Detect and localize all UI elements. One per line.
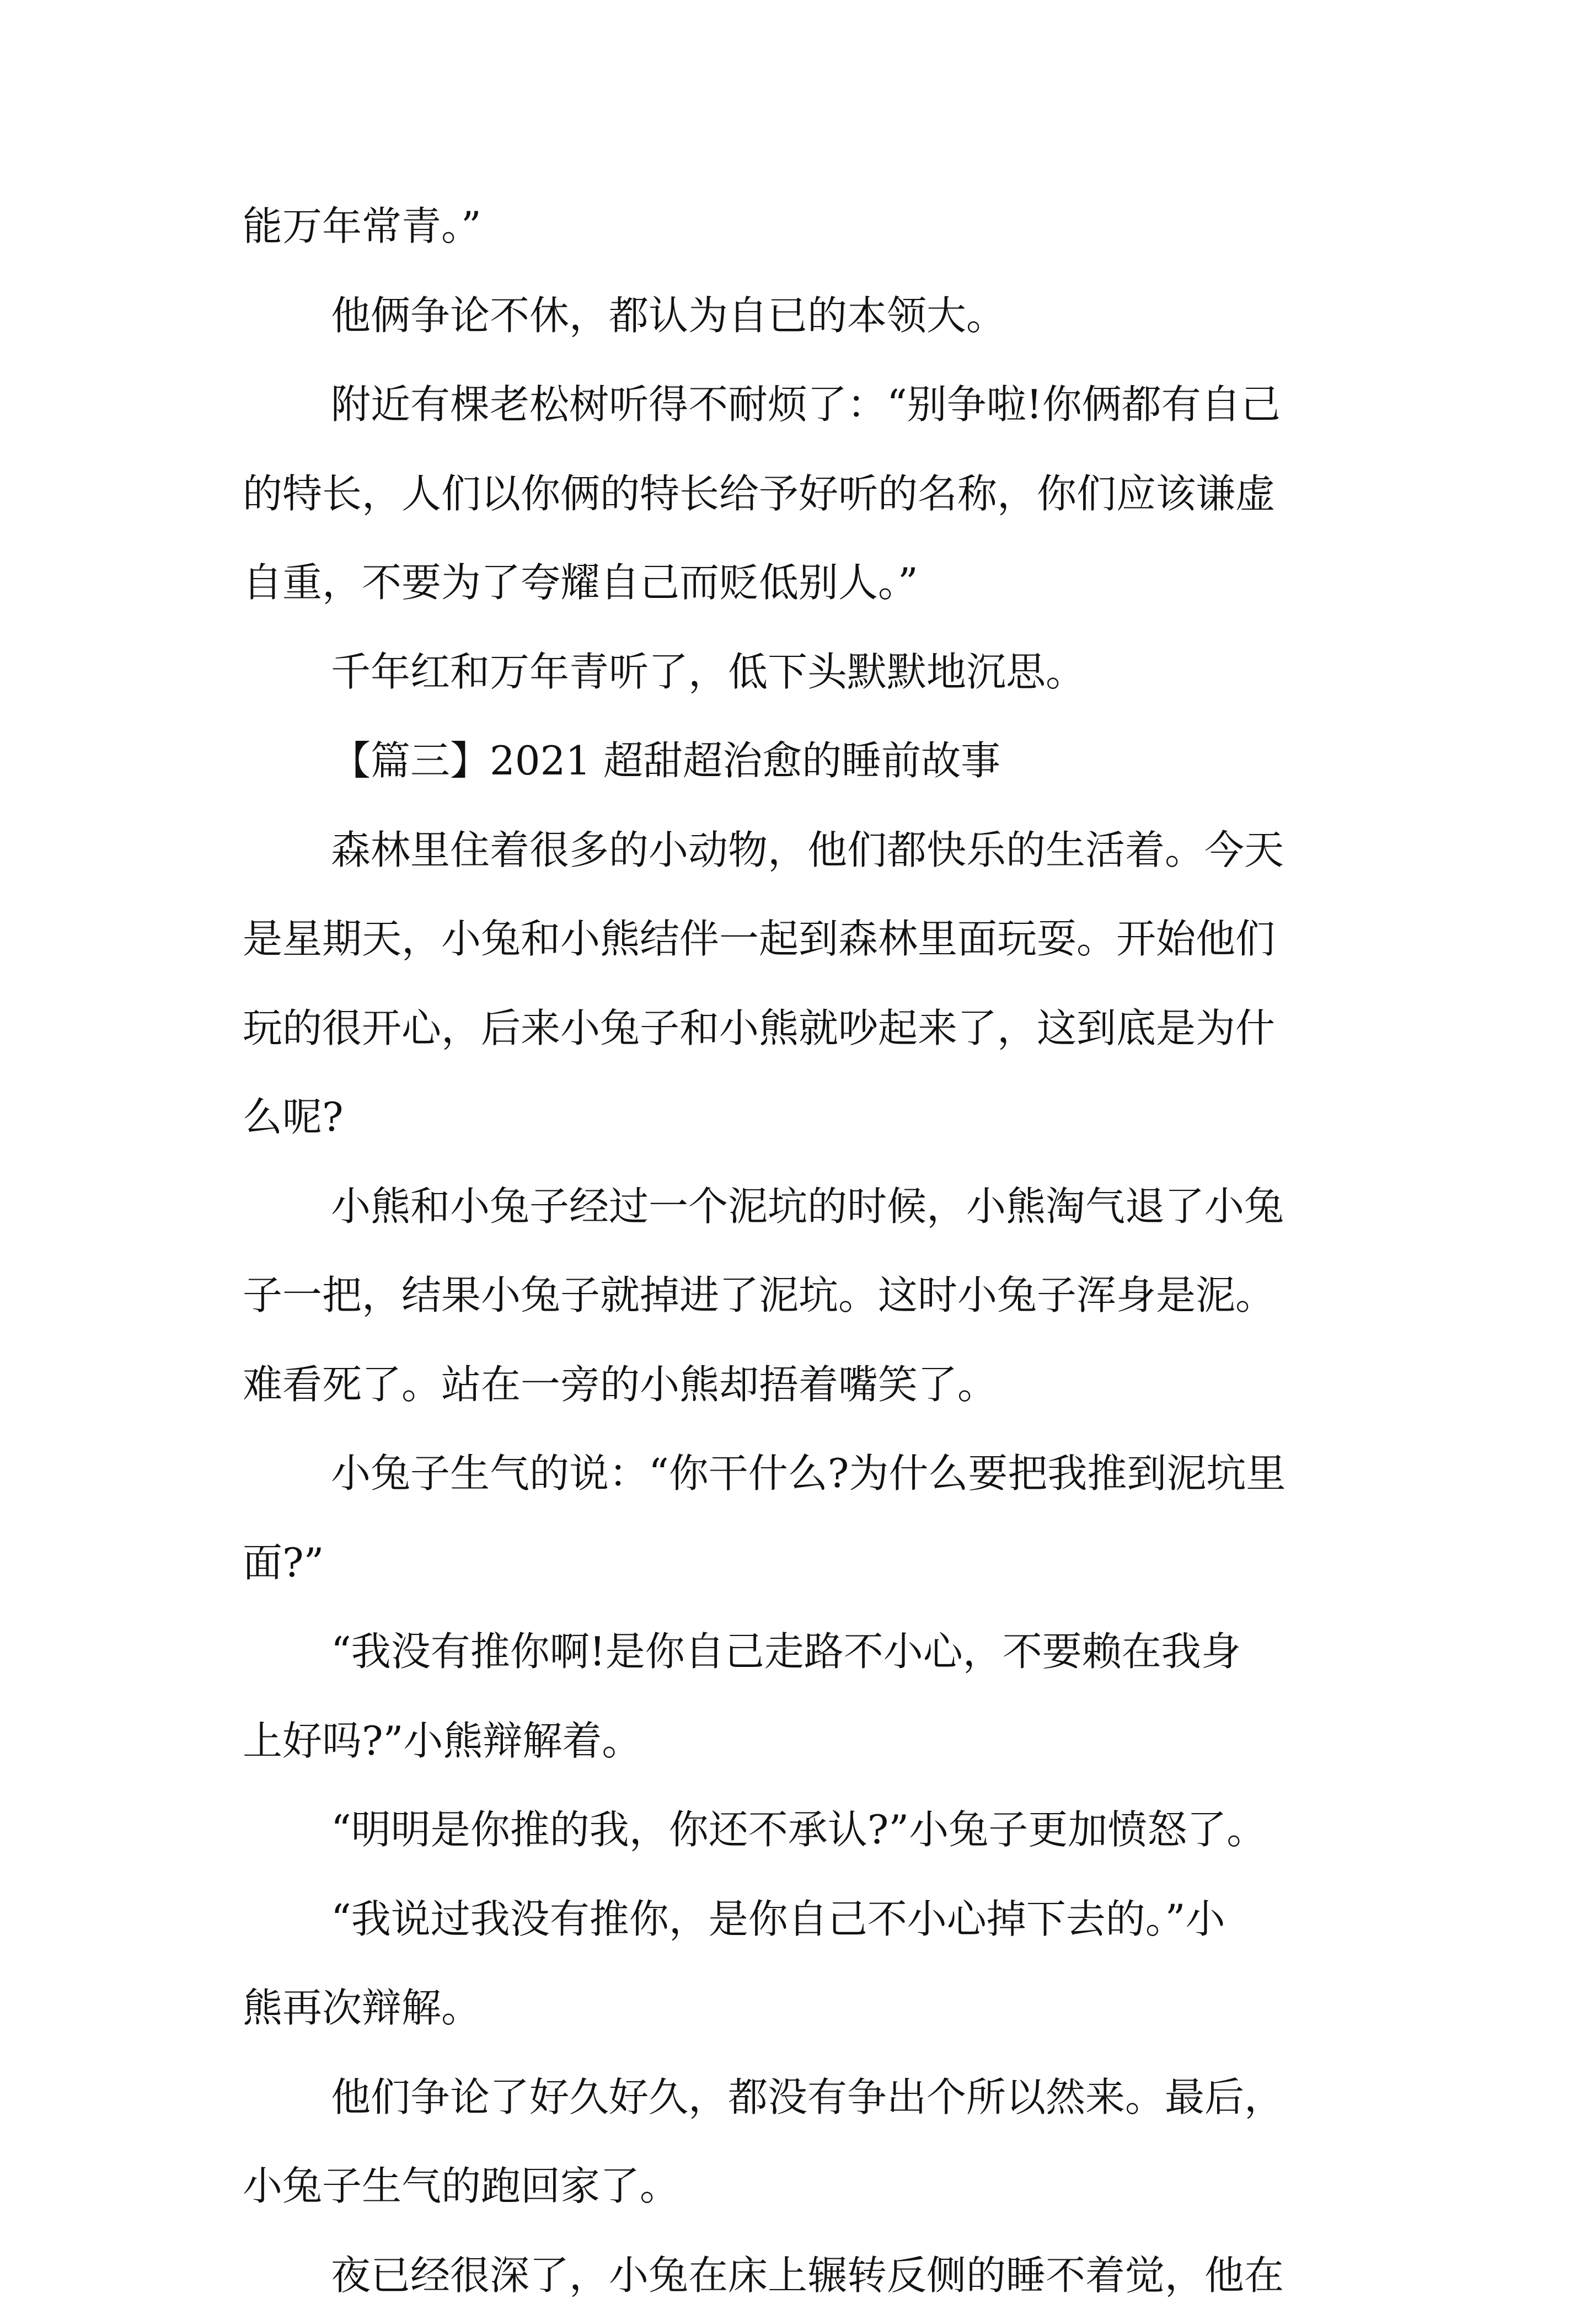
text-line: 森林里住着很多的小动物，他们都快乐的生活着。今天	[243, 806, 1351, 895]
text-line: 自重，不要为了夸耀自己而贬低别人。”	[243, 538, 1351, 628]
text-line: 上好吗?”小熊辩解着。	[243, 1697, 1351, 1786]
text-line: 熊再次辩解。	[243, 1964, 1351, 2053]
text-line: “明明是你推的我，你还不承认?”小兔子更加愤怒了。	[243, 1786, 1351, 1875]
text-line: 小熊和小兔子经过一个泥坑的时候，小熊淘气退了小兔	[243, 1162, 1351, 1252]
text-line: 是星期天，小兔和小熊结伴一起到森林里面玩耍。开始他们	[243, 895, 1351, 984]
text-line: 难看死了。站在一旁的小熊却捂着嘴笑了。	[243, 1340, 1351, 1430]
text-line: 的特长，人们以你俩的特长给予好听的名称，你们应该谦虚	[243, 450, 1351, 539]
text-line: 千年红和万年青听了，低下头默默地沉思。	[243, 628, 1351, 717]
text-line: 么呢?	[243, 1073, 1351, 1162]
document-body	[243, 182, 1351, 2320]
text-line: 小兔子生气的跑回家了。	[243, 2142, 1351, 2231]
text-line: “我说过我没有推你，是你自己不小心掉下去的。”小	[243, 1875, 1351, 1964]
text-line: “我没有推你啊!是你自己走路不小心，不要赖在我身	[243, 1607, 1351, 1697]
text-line: 能万年常青。”	[243, 182, 1351, 271]
text-line: 小兔子生气的说：“你干什么?为什么要把我推到泥坑里	[243, 1429, 1351, 1519]
text-line: 玩的很开心，后来小兔子和小熊就吵起来了，这到底是为什	[243, 984, 1351, 1073]
text-line: 他俩争论不休，都认为自已的本领大。	[243, 271, 1351, 361]
text-line: 面?”	[243, 1519, 1351, 1608]
section-heading: 【篇三】2021 超甜超治愈的睡前故事	[243, 717, 1351, 806]
text-line: 他们争论了好久好久，都没有争出个所以然来。最后，	[243, 2053, 1351, 2142]
text-line: 夜已经很深了，小兔在床上辗转反侧的睡不着觉，他在	[243, 2231, 1351, 2320]
text-line: 附近有棵老松树听得不耐烦了：“别争啦!你俩都有自己	[243, 360, 1351, 450]
text-line: 子一把，结果小兔子就掉进了泥坑。这时小兔子浑身是泥。	[243, 1251, 1351, 1340]
